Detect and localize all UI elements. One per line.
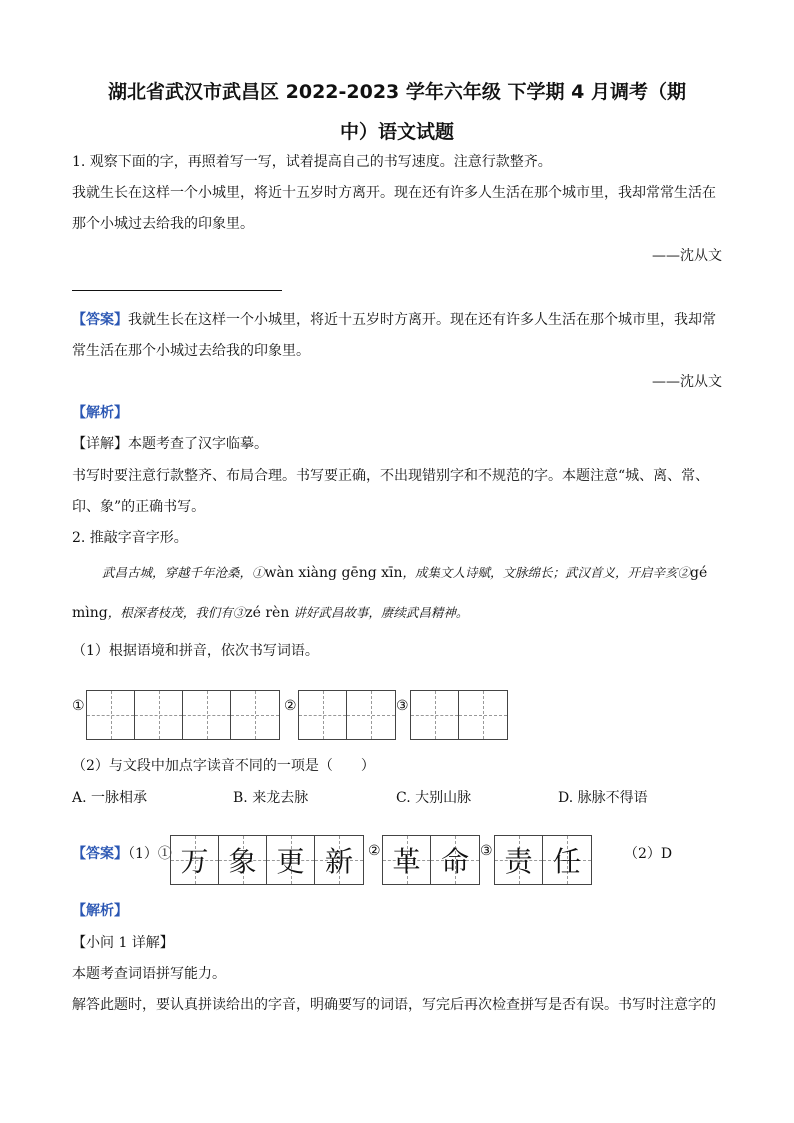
- grid-label-1: ①: [72, 698, 85, 714]
- answer-box-3: [494, 835, 592, 885]
- small-question-tag: 【小问 1 详解】: [72, 935, 174, 951]
- grid-cell[interactable]: [299, 691, 347, 739]
- q2-passage-2a: ，根深者枝茂，我们有③: [107, 605, 246, 620]
- q1-detail-line-1: [72, 433, 268, 453]
- pinyin-2b: mìng: [72, 605, 108, 621]
- q1-answer-author: ——沈从文: [652, 374, 722, 390]
- answer-box-1: [170, 835, 364, 885]
- q1-answer-line-1: [72, 309, 716, 329]
- grid-cell[interactable]: [459, 691, 507, 739]
- answer-cell: 任: [543, 836, 591, 884]
- writing-underline: [72, 290, 282, 291]
- pinyin-1: wàn xiàng gēng xīn: [264, 565, 403, 581]
- answer-cell: 万: [171, 836, 219, 884]
- title-line-2: 中）语文试题: [339, 121, 454, 143]
- answer-tag-2: 【答案】: [72, 846, 128, 862]
- answer-cell: 象: [219, 836, 267, 884]
- pinyin-2a: gé: [690, 565, 708, 581]
- grid-cell[interactable]: [183, 691, 231, 739]
- answer-box-2: [382, 835, 480, 885]
- q1-analysis-tag: 【解析】: [72, 405, 128, 421]
- q2-passage-1b: ，成集文人诗赋，文脉绵长；武汉首义，开启辛亥②: [402, 565, 691, 580]
- q2-passage-line-1: [102, 563, 707, 581]
- q1-passage-line-2: 那个小城过去给我的印象里。: [72, 216, 254, 232]
- answer-cell: 更: [267, 836, 315, 884]
- grid-label-2: ②: [284, 698, 297, 714]
- answer-tag: 【答案】: [72, 312, 128, 328]
- option-d[interactable]: D. 脉脉不得语: [558, 790, 648, 806]
- q1-answer-text-1: 我就生长在这样一个小城里，将近十五岁时方离开。现在还有许多人生活在那个城市里，我却常: [128, 312, 716, 328]
- q2-explain-line-2: 解答此题时，要认真拼读给出的字音，明确要写的词语，写完后再次检查拼写是否有误。书写时注意字的: [72, 997, 716, 1013]
- option-a[interactable]: A. 一脉相承: [72, 790, 148, 806]
- answer-cell: 新: [315, 836, 363, 884]
- q2-analysis-tag: 【解析】: [72, 903, 128, 919]
- q2-answer-label: [72, 843, 172, 863]
- q1-author: ——沈从文: [652, 248, 722, 264]
- answer-prefix: （1）①: [128, 846, 172, 862]
- q1-prompt: 1. 观察下面的字，再照着写一写，试着提高自己的书写速度。注意行款整齐。: [72, 154, 552, 170]
- option-c[interactable]: C. 大别山脉: [396, 790, 472, 806]
- grid-cell[interactable]: [411, 691, 459, 739]
- grid-box-2[interactable]: [298, 690, 396, 740]
- answer-cell: 责: [495, 836, 543, 884]
- q2-passage-2b: 讲好武昌故事，赓续武昌精神。: [289, 605, 469, 620]
- answer-cell: 革: [383, 836, 431, 884]
- answer-label-3: ③: [480, 843, 493, 859]
- q1-detail-line-3: 印、象”的正确书写。: [72, 499, 206, 515]
- grid-box-3[interactable]: [410, 690, 508, 740]
- answer-part-2: （2）D: [624, 846, 673, 862]
- q2-passage-1a: 武昌古城，穿越千年沧桑，①: [102, 565, 265, 580]
- grid-cell[interactable]: [347, 691, 395, 739]
- q1-detail-line-2: 书写时要注意行款整齐、布局合理。书写要正确，不出现错别字和不规范的字。本题注意“城、离、常、: [72, 468, 710, 484]
- grid-label-3: ③: [396, 698, 409, 714]
- q1-detail-text-1: 本题考查了汉字临摹。: [128, 436, 268, 452]
- grid-box-1[interactable]: [86, 690, 280, 740]
- q2-prompt: 2. 推敲字音字形。: [72, 530, 188, 546]
- pinyin-3: zé rèn: [245, 605, 290, 621]
- q1-answer-line-2: 常生活在那个小城过去给我的印象里。: [72, 343, 310, 359]
- grid-cell[interactable]: [135, 691, 183, 739]
- grid-cell[interactable]: [87, 691, 135, 739]
- title-line-1: 湖北省武汉市武昌区 2022-2023 学年六年级 下学期 4 月调考（期: [108, 81, 686, 103]
- q2-passage-line-2: [72, 603, 468, 621]
- q2-sub1: （1）根据语境和拼音，依次书写词语。: [72, 643, 319, 659]
- page-title: [60, 72, 734, 152]
- q1-passage-line-1: 我就生长在这样一个小城里，将近十五岁时方离开。现在还有许多人生活在那个城市里，我却常常生活在: [72, 185, 716, 201]
- answer-cell: 命: [431, 836, 479, 884]
- q2-explain-line-1: 本题考查词语拼写能力。: [72, 966, 226, 982]
- detail-tag: 【详解】: [72, 436, 128, 452]
- grid-cell[interactable]: [231, 691, 279, 739]
- q2-sub2: （2）与文段中加点字读音不同的一项是（ ）: [72, 758, 375, 774]
- answer-label-2: ②: [368, 843, 381, 859]
- option-b[interactable]: B. 来龙去脉: [233, 790, 309, 806]
